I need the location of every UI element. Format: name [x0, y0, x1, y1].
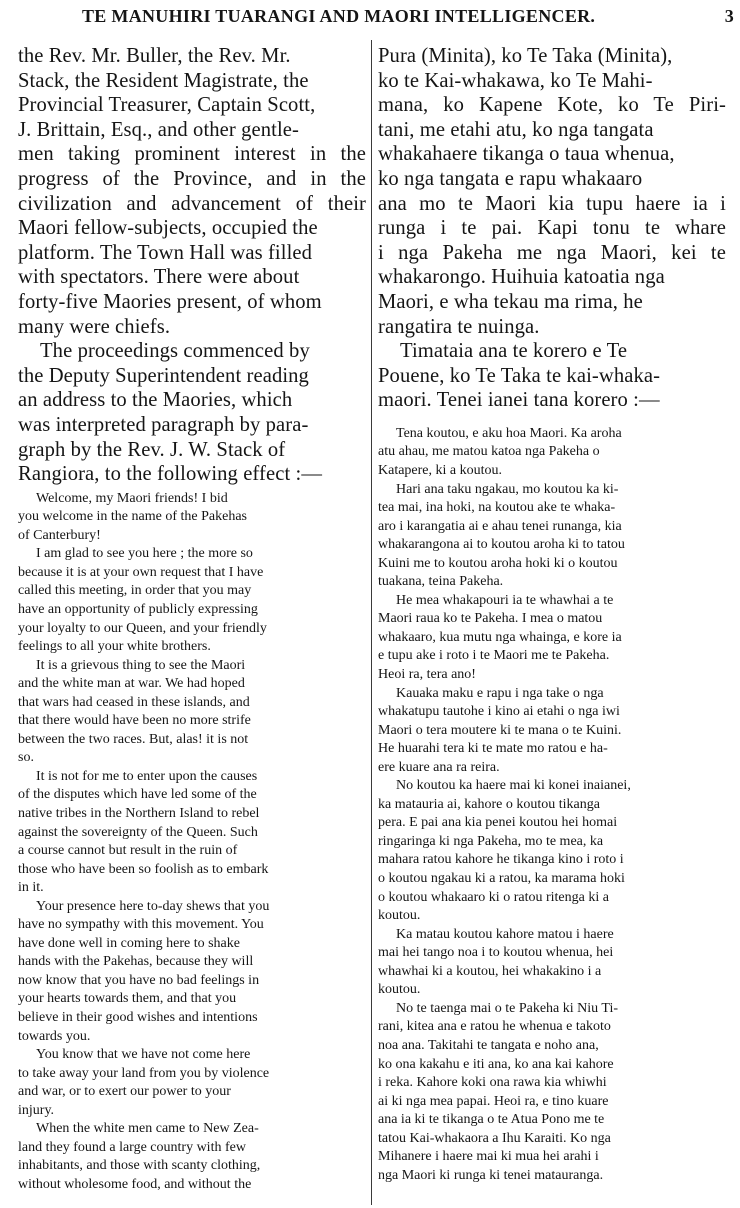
text-line: to take away your land from you by violence: [18, 1065, 270, 1081]
text-line: now know that you have no bad feelings in: [18, 972, 260, 988]
text-line: Pura (Minita), ko Te Taka (Minita),: [378, 45, 673, 67]
spacer: [378, 413, 726, 425]
text-line: No te taenga mai o te Pakeha ki Niu Ti-: [396, 1000, 619, 1016]
text-line: men taking prominent interest in the: [18, 143, 366, 166]
text-line: called this meeting, in order that you may: [18, 583, 252, 599]
text-line: J. Brittain, Esq., and other gentle-: [18, 118, 299, 141]
text-line: between the two races. But, alas! it is not: [18, 731, 249, 747]
text-line: tani, me etahi atu, ko nga tangata: [378, 118, 654, 141]
text-line: and the white man at war. We had hoped: [18, 676, 245, 692]
text-line: Maori fellow-subjects, occupied the: [18, 217, 318, 240]
text-line: Kuini me to koutou aroha hoki ki o koutou: [378, 555, 618, 571]
text-line: koutou.: [378, 982, 421, 998]
page-header: [0, 2, 740, 36]
text-line: the Rev. Mr. Buller, the Rev. Mr.: [18, 45, 291, 67]
text-line: Rangiora, to the following effect :—: [18, 463, 323, 486]
text-line: You know that we have not come here: [36, 1047, 251, 1063]
text-line: inhabitants, and those with scanty clothing,: [18, 1158, 261, 1174]
english-intro-paragraph: [18, 44, 366, 339]
text-line: o koutou whakaaro ki o ratou ritenga ki a: [378, 889, 609, 905]
text-line: Maori raua ko te Pakeha. I mea o matou: [378, 611, 603, 627]
english-address-text: [18, 490, 366, 1195]
text-line: runga i te pai. Kapi tonu te whare: [378, 217, 726, 240]
text-line: nga Maori ki runga ki tenei matauranga.: [378, 1167, 604, 1183]
text-line: whawhai ki a koutou, hei whakakino i a: [378, 963, 602, 979]
text-line: ko te Kai-whakawa, ko Te Mahi-: [378, 69, 653, 92]
text-line: have no sympathy with this movement. You: [18, 917, 264, 933]
text-line: hands with the Pakehas, because they will: [18, 954, 254, 970]
text-line: believe in their good wishes and intentions: [18, 1010, 258, 1025]
text-line: Tena koutou, e aku hoa Maori. Ka aroha: [396, 425, 622, 441]
text-line: tea mai, ina hoki, na koutou ake te whaka-: [378, 500, 616, 516]
maori-intro-paragraph: [378, 44, 726, 339]
text-line: tuakana, teina Pakeha.: [378, 574, 504, 590]
text-line: ko nga tangata e rapu whakaaro: [378, 167, 643, 190]
text-line: o koutou ngakau ki a ratou, ka marama hoki: [378, 871, 625, 887]
text-line: Welcome, my Maori friends! I bid: [36, 490, 228, 506]
text-line: in it.: [18, 880, 44, 896]
text-line: feelings to all your white brothers.: [18, 639, 211, 655]
text-line: because it is at your own request that I have: [18, 564, 264, 580]
text-line: land they found a large country with few: [18, 1139, 246, 1155]
text-line: without wholesome food, and without the: [18, 1176, 252, 1192]
english-column: [18, 44, 366, 1194]
text-line: It is not for me to enter upon the causes: [36, 768, 258, 784]
text-line: ringaringa ki nga Pakeha, mo te mea, ka: [378, 833, 604, 849]
text-line: mahara ratou kahore he tikanga kino i roto i: [378, 852, 624, 868]
page-number: 3: [724, 6, 734, 26]
text-line: your hearts towards them, and that you: [18, 991, 237, 1007]
text-line: ai ki nga mea papai. Heoi ra, e tino kuare: [378, 1093, 609, 1109]
text-line: Provincial Treasurer, Captain Scott,: [18, 94, 316, 117]
text-line: Katapere, ki a koutou.: [378, 463, 503, 478]
text-line: Mihanere i haere mai ki mua hei arahi i: [378, 1149, 599, 1165]
text-line: ana ia ki te tikanga o te Atua Pono me te: [378, 1112, 605, 1128]
text-line: injury.: [18, 1102, 55, 1118]
text-line: civilization and advancement of their: [18, 192, 366, 215]
text-line: Ka matau koutou kahore matou i haere: [396, 926, 614, 942]
text-line: i reka. Kahore koki ona rawa kia whiwhi: [378, 1075, 607, 1091]
text-line: Kauaka maku e rapu i nga take o nga: [396, 685, 604, 701]
text-line: ko ona kakahu e iti ana, ko ana kai kahore: [378, 1056, 614, 1072]
text-line: a course cannot but result in the ruin of: [18, 843, 238, 859]
text-line: e tupu ake i roto i te Maori me te Pakeha.: [378, 648, 610, 664]
text-line: Stack, the Resident Magistrate, the: [18, 69, 309, 92]
text-line: tatou Kai-whakaora a Ihu Karaiti. Ko nga: [378, 1130, 611, 1146]
text-line: progress of the Province, and in the: [18, 167, 366, 190]
text-line: was interpreted paragraph by para-: [18, 413, 309, 436]
text-line: atu ahau, me matou katoa nga Pakeha o: [378, 444, 600, 460]
text-line: an address to the Maories, which: [18, 389, 293, 412]
text-line: of Canterbury!: [18, 527, 101, 543]
text-line: Maori o tera moutere ki te mana o te Kuini.: [378, 722, 622, 738]
maori-proceedings-paragraph: [378, 339, 726, 413]
english-proceedings-paragraph: [18, 339, 366, 487]
text-line: native tribes in the Northern Island to rebel: [18, 805, 260, 821]
text-line: koutou.: [378, 908, 421, 924]
text-line: noa ana. Takitahi te tangata e noho ana,: [378, 1037, 599, 1053]
text-line: rani, kitea ana e ratou he whenua e takoto: [378, 1019, 611, 1035]
text-line: mana, ko Kapene Kote, ko Te Piri-: [378, 94, 726, 117]
text-line: with spectators. There were about: [18, 266, 300, 289]
text-line: whakarangona ai to koutou aroha ki to tatou: [378, 537, 625, 553]
column-divider: [371, 40, 372, 1205]
text-line: ere kuare ana ra reira.: [378, 759, 500, 775]
text-line: against the sovereignty of the Queen. Such: [18, 824, 258, 840]
text-line: forty-five Maories present, of whom: [18, 290, 322, 313]
text-line: so.: [18, 750, 34, 766]
text-line: The proceedings commenced by: [40, 340, 310, 363]
maori-address-text: [378, 425, 726, 1185]
text-line: whakarongo. Huihuia katoatia nga: [378, 266, 665, 289]
text-line: i nga Pakeha me nga Maori, kei te: [378, 241, 726, 264]
text-line: and war, or to exert our power to your: [18, 1084, 231, 1100]
text-line: pera. E pai ana kia penei koutou hei homai: [378, 815, 618, 831]
text-line: Timataia ana te korero e Te: [400, 340, 628, 363]
maori-column: [378, 44, 726, 1185]
text-line: Maori, e wha tekau ma rima, he: [378, 290, 643, 313]
text-line: towards you.: [18, 1028, 91, 1044]
text-line: whakaaro, kua mutu nga whainga, e kore ia: [378, 629, 622, 645]
text-line: many were chiefs.: [18, 315, 171, 338]
text-line: Your presence here to-day shews that you: [36, 898, 270, 914]
text-line: whakatupu tautohe i kino ai etahi o nga iwi: [378, 704, 620, 720]
text-line: He mea whakapouri ia te whawhai a te: [396, 592, 614, 608]
text-line: that wars had ceased in these islands, and: [18, 694, 250, 710]
text-line: Hari ana taku ngakau, mo koutou ka ki-: [396, 481, 619, 497]
text-line: mai hei tango noa i to koutou whenua, hei: [378, 945, 614, 961]
text-line: graph by the Rev. J. W. Stack of: [18, 438, 286, 461]
text-line: Heoi ra, tera ano!: [378, 667, 476, 683]
text-line: I am glad to see you here ; the more so: [36, 546, 253, 562]
text-line: those who have been so foolish as to embark: [18, 861, 269, 877]
text-line: rangatira te nuinga.: [378, 315, 540, 338]
text-line: the Deputy Superintendent reading: [18, 364, 309, 387]
text-line: When the white men came to New Zea-: [36, 1121, 259, 1137]
text-line: you welcome in the name of the Pakehas: [18, 509, 247, 525]
newspaper-title: TE MANUHIRI TUARANGI AND MAORI INTELLIGENCER.: [82, 6, 596, 26]
text-line: platform. The Town Hall was filled: [18, 241, 313, 264]
text-line: of the disputes which have led some of the: [18, 787, 257, 803]
text-line: Pouene, ko Te Taka te kai-whaka-: [378, 364, 661, 387]
text-line: whakahaere tikanga o taua whenua,: [378, 143, 675, 166]
text-line: It is a grievous thing to see the Maori: [36, 657, 246, 673]
text-line: ana mo te Maori kia tupu haere ia i: [378, 192, 726, 215]
text-line: that there would have been no more strife: [18, 713, 251, 729]
text-line: He huarahi tera ki te mate mo ratou e ha-: [378, 741, 608, 757]
text-line: aro i karangatia ai e ahau tenei runanga, kia: [378, 518, 622, 534]
text-line: have done well in coming here to shake: [18, 935, 240, 951]
text-line: ka matauria ai, kahore o koutou tikanga: [378, 796, 600, 812]
text-line: have an opportunity of publicly expressing: [18, 601, 258, 617]
text-line: maori. Tenei ianei tana korero :—: [378, 389, 660, 412]
text-line: No koutou ka haere mai ki konei inaianei,: [396, 778, 631, 794]
text-line: your loyalty to our Queen, and your friendly: [18, 620, 267, 636]
